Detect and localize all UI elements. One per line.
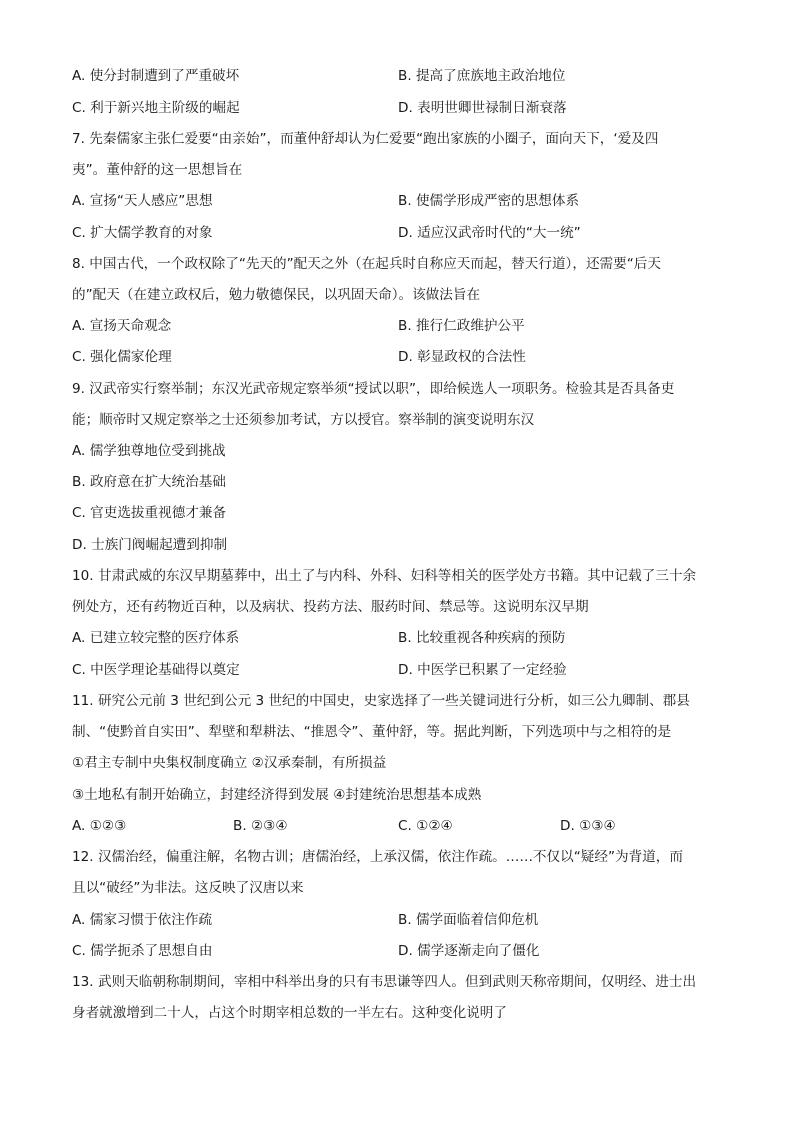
q12-stem-line-2: 且以“破经”为非法。这反映了汉唐以来	[72, 880, 304, 896]
q8-stem-line-1: 8. 中国古代，一个政权除了“先天的”配天之外（在起兵时自称应天而起，替天行道），还需要“后天	[72, 256, 661, 272]
q9-option-d: D. 士族门阀崛起遭到抑制	[72, 537, 228, 553]
q12-stem-line-1: 12. 汉儒治经，偏重注解，名物古训；唐儒治经，上承汉儒，依注作疏。……不仅以“疑经”为背道，而	[72, 849, 683, 865]
q11-stem-line-1: 11. 研究公元前 3 世纪到公元 3 世纪的中国史，史家选择了一些关键词进行分析，如三公九卿制、郡县	[72, 693, 690, 709]
q7-stem-line-1: 7. 先秦儒家主张仁爱要“由亲始”，而董仲舒却认为仁爱要“跑出家族的小圈子，面向天下，‘爱及四	[72, 131, 659, 147]
q6-option-b: B. 提高了庶族地主政治地位	[398, 68, 566, 84]
q9-stem-line-2: 能；顺帝时又规定察举之士还须参加考试，方以授官。察举制的演变说明东汉	[72, 412, 535, 428]
q12-option-a: A. 儒家习惯于依注作疏	[72, 912, 213, 928]
q8-stem-line-2: 的”配天（在建立政权后，勉力敬德保民，以巩固天命）。该做法旨在	[72, 287, 481, 303]
q9-stem-line-1: 9. 汉武帝实行察举制；东汉光武帝规定察举须“授试以职”，即给候选人一项职务。检验其是否具备吏	[72, 381, 675, 397]
q13-stem-line-1: 13. 武则天临朝称制期间，宰相中科举出身的只有韦思谦等四人。但到武则天称帝期间，仅明经、进士出	[72, 974, 697, 990]
q8-option-b: B. 推行仁政维护公平	[398, 318, 525, 334]
q7-option-b: B. 使儒学形成严密的思想体系	[398, 193, 580, 209]
q7-stem-line-2: 夷”。董仲舒的这一思想旨在	[72, 162, 243, 178]
q7-option-a: A. 宣扬“天人感应”思想	[72, 193, 213, 209]
q6-option-c: C. 利于新兴地主阶级的崛起	[72, 100, 240, 116]
q10-option-d: D. 中医学已积累了一定经验	[398, 662, 567, 678]
q11-stem-line-2: 制、“使黔首自实田”、犁壁和犁耕法、“推恩令”、董仲舒，等。据此判断，下列选项中与之相符的是	[72, 724, 672, 740]
q10-stem-line-1: 10. 甘肃武威的东汉早期墓葬中，出土了与内科、外科、妇科等相关的医学处方书籍。其中记载了三十余	[72, 568, 697, 584]
q12-option-c: C. 儒学扼杀了思想自由	[72, 943, 213, 959]
q9-option-a: A. 儒学独尊地位受到挑战	[72, 443, 226, 459]
q7-option-c: C. 扩大儒学教育的对象	[72, 225, 213, 241]
q7-option-d: D. 适应汉武帝时代的“大一统”	[398, 225, 581, 241]
q13-stem-line-2: 身者就激增到二十人，占这个时期宰相总数的一半左右。这种变化说明了	[72, 1005, 507, 1021]
q9-option-c: C. 官吏选拔重视德才兼备	[72, 505, 227, 521]
q10-stem-line-2: 例处方，还有药物近百种，以及病状、投药方法、服药时间、禁忌等。这说明东汉早期	[72, 599, 589, 615]
q8-option-a: A. 宣扬天命观念	[72, 318, 172, 334]
q6-option-a: A. 使分封制遭到了严重破坏	[72, 68, 240, 84]
q11-option-c: C. ①②④	[398, 818, 453, 834]
q11-option-b: B. ②③④	[233, 818, 288, 834]
q10-option-b: B. 比较重视各种疾病的预防	[398, 630, 566, 646]
q11-stem-line-4: ③土地私有制开始确立，封建经济得到发展 ④封建统治思想基本成熟	[72, 787, 482, 803]
q10-option-c: C. 中医学理论基础得以奠定	[72, 662, 240, 678]
q11-option-a: A. ①②③	[72, 818, 127, 834]
q11-option-d: D. ①③④	[560, 818, 616, 834]
q12-option-d: D. 儒学逐渐走向了僵化	[398, 943, 540, 959]
q11-stem-line-3: ①君主专制中央集权制度确立 ②汉承秦制，有所损益	[72, 755, 387, 771]
q12-option-b: B. 儒学面临着信仰危机	[398, 912, 539, 928]
q10-option-a: A. 已建立较完整的医疗体系	[72, 630, 240, 646]
q8-option-c: C. 强化儒家伦理	[72, 349, 172, 365]
q8-option-d: D. 彰显政权的合法性	[398, 349, 526, 365]
q9-option-b: B. 政府意在扩大统治基础	[72, 474, 226, 490]
q6-option-d: D. 表明世卿世禄制日渐衰落	[398, 100, 567, 116]
